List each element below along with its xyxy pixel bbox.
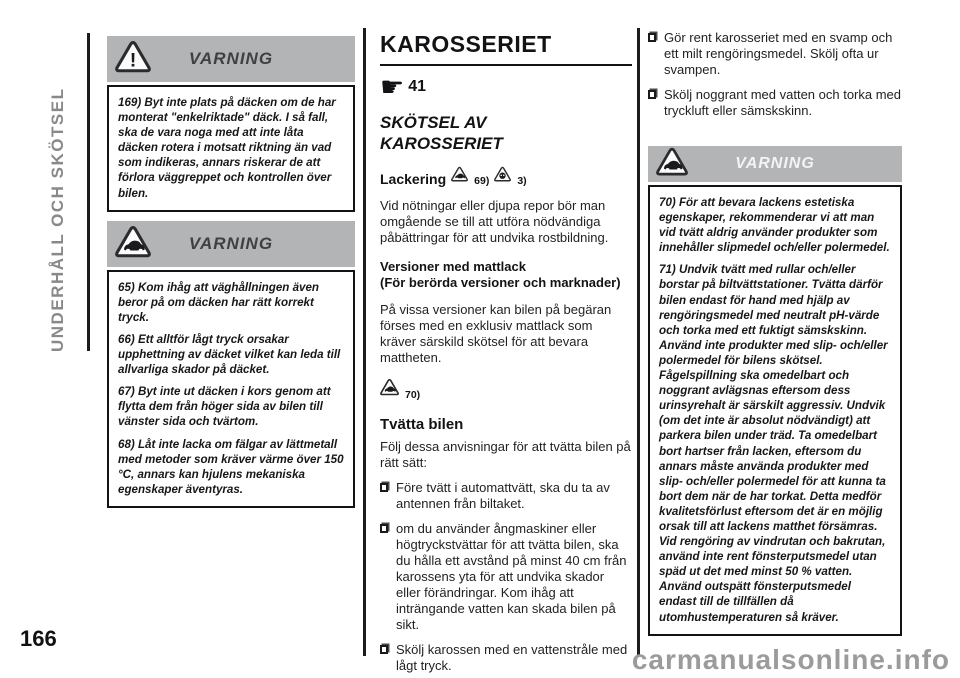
paint-warning-ref: 69) — [474, 175, 490, 187]
paint-label: Lackering — [380, 171, 447, 187]
matte-warning-ref: 70) — [405, 389, 421, 401]
warning-item-71: 71) Undvik tvätt med rullar och/eller borstar på biltvättstationer. Tvätta därför bilen endast för hand med hjälp av rengöringsmedel med neutralt pH-värde och torka med ett fuktigt sämskskinn. Använd inte produkter med slip- och/eller polermedel för bilens skötsel. Fågelspillning ska omedelbart och noggrant avlägsnas eftersom dess urinsyrehalt är särskilt aggressiv. Undvik (om det inte är absolut nödvändigt) att parkera bilen under träd. Ta omedelbart bort hartser från lacken, eftersom du annars måste använda produkter med slip- och/eller polermedel för att kunna ta bort dem när de har torkat. Detta medför kvalitetsförlust eftersom det är en möjlig orsak till att lackens matthet försämras. Vid rengöring av vindrutan och bakrutan, använd inte rent fönsterputsmedel utan späd ut det med minst 50 % vatten. Använd outspätt fönsterputsmedel endast till de tillfällen då utomhustemperaturen så kräver. — [659, 263, 888, 624]
pointing-hand-icon: ☛ — [380, 72, 405, 102]
warning-box-2-body — [107, 270, 355, 508]
warning-box-3-body — [648, 185, 902, 636]
page-number: 166 — [20, 626, 57, 651]
warning-box-1-body — [107, 85, 355, 212]
warning-box-2-title: VARNING — [188, 233, 274, 253]
warning-item-169: 169) Byt inte plats på däcken om de har monterat "enkelriktade" däck. I så fall, ska de vara noga med att inte låta däcken rotera i motsatt riktning än vad som indikeras, annars riskerar de att förlora väggreppet och kontrollen över bilen. — [118, 96, 336, 200]
column-divider-1 — [363, 28, 366, 656]
paint-label-row — [380, 166, 632, 187]
column-2 — [380, 0, 632, 674]
warning-item-65: 65) Kom ihåg att väghållningen även beror på om däcken har rätt korrekt tryck. — [118, 280, 319, 324]
small-danger-triangle-skull-icon — [494, 166, 511, 187]
sidebar-divider-line — [87, 33, 90, 351]
paint-danger-ref: 3) — [517, 175, 527, 187]
watermark-text: carmanualsonline.info — [631, 644, 950, 675]
wash-step-3: Skölj karossen med en vattenstråle med lågt tryck. — [380, 642, 632, 674]
matte-paragraph: På vissa versioner kan bilen på begäran förses med en exklusiv mattlack som kräver särskild skötsel för att bevara mattheten. — [380, 302, 612, 365]
small-warning-triangle-car-icon — [380, 378, 399, 401]
car-triangle-icon — [656, 147, 688, 181]
matte-warning-ref-row — [380, 378, 632, 401]
warning-item-70: 70) För att bevara lackens estetiska egenskaper, rekommenderar vi att man vid tvätt aldrig använder produkter som innehåller slipmedel och/eller polermedel. — [659, 196, 890, 255]
wash-step-2: om du använder ångmaskiner eller högtryckstvättar för att tvätta bilen, ska du hålla ett avstånd på minst 40 cm från karossens yta för att undvika skador eller förändringar. Kom ihåg att inträngande vatten kan skada bilen på sikt. — [380, 521, 632, 633]
warning-item-68: 68) Låt inte lacka om fälgar av lättmetall med metoder som kräver värme över 150 °C, annars kan hjulens mekaniska egenskaper äventyras. — [118, 437, 344, 496]
subsection-title: SKÖTSEL AV KAROSSERIET — [380, 113, 503, 153]
paint-paragraph: Vid nötningar eller djupa repor bör man omgående se till att utföra nödvändiga påbättringar för att undvika rostbildning. — [380, 198, 609, 245]
warning-item-66: 66) Ett alltför lågt tryck orsakar upphettning av däcket vilket kan leda till allvarliga skador på däcket. — [118, 332, 341, 377]
car-triangle-icon — [115, 225, 151, 263]
wash-step-5: Skölj noggrant med vatten och torka med tryckluft eller sämskskinn. — [648, 87, 902, 119]
warning-item-67: 67) Byt inte ut däcken i kors genom att flytta dem från höger sida av bilen till vänster sida och tvärtom. — [118, 385, 331, 429]
chapter-sidebar-label: UNDERHÅLL OCH SKÖTSEL — [48, 87, 67, 352]
matte-subheading: (För berörda versioner och marknader) — [380, 275, 621, 290]
warning-box-1-title: VARNING — [188, 49, 274, 68]
square-bullet-icon — [380, 483, 388, 492]
square-bullet-icon — [380, 645, 388, 654]
square-bullet-icon — [648, 90, 656, 99]
warning-box-3-title: VARNING — [735, 155, 815, 172]
wash-heading: Tvätta bilen — [380, 416, 464, 433]
small-warning-triangle-car-icon — [451, 166, 468, 187]
exclamation-triangle-icon — [115, 40, 151, 78]
svg-text:!: ! — [129, 49, 137, 72]
warning-box-2-header — [107, 221, 355, 267]
matte-heading: Versioner med mattlack — [380, 259, 526, 274]
warning-box-3-header — [648, 146, 902, 182]
column-1 — [107, 0, 355, 508]
warning-box-1-header — [107, 36, 355, 82]
square-bullet-icon — [380, 524, 388, 533]
page-reference-number: 41 — [408, 78, 427, 95]
wash-step-4: Gör rent karosseriet med en svamp och ett milt rengöringsmedel. Skölj ofta ur svampen. — [648, 30, 902, 78]
wash-intro: Följ dessa anvisningar för att tvätta bilen på rätt sätt: — [380, 439, 631, 470]
column-divider-2 — [637, 28, 640, 656]
wash-step-1: Före tvätt i automattvätt, ska du ta av antennen från biltaket. — [380, 480, 632, 512]
square-bullet-icon — [648, 33, 656, 42]
section-title: KAROSSERIET — [380, 31, 632, 66]
page-reference-row — [380, 74, 632, 100]
column-3 — [648, 0, 902, 636]
